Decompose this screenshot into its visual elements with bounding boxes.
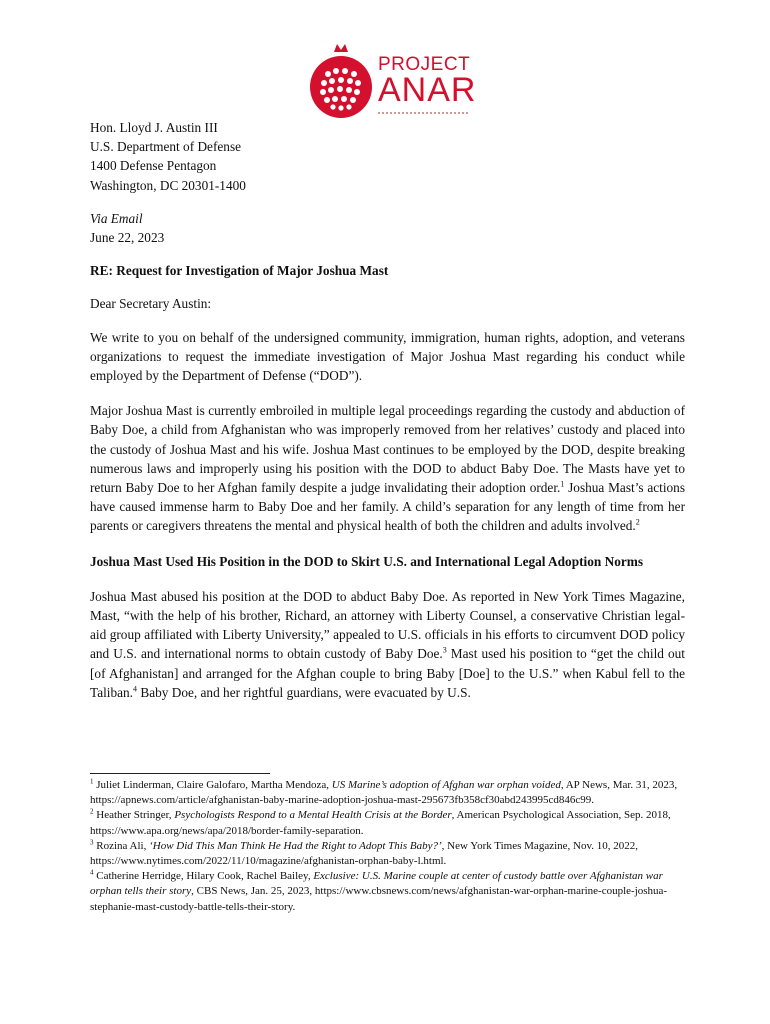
footnote-ref: 3: [442, 646, 447, 656]
footnote-text: Rozina Ali,: [93, 839, 150, 852]
paragraph-text: Major Joshua Mast is currently embroiled in multiple legal proceedings regarding the custody and abduction of Baby Doe, a child from Afghanistan who was improperly removed from her relatives’ custody and placed into the custody of Joshua Mast and his wife. Joshua Mast continues to be employed by the DOD, despite breaking numerous laws and improperly using his position with the DOD to abduct Baby Doe. The Masts have yet to return Baby Doe to her Afghan family despite a judge invalidating their adoption order.: [90, 403, 685, 496]
footnotes: [90, 778, 685, 915]
paragraph-intro: We write to you on behalf of the undersigned community, immigration, human rights, adoption, and veterans organizations to request the immediate investigation of Major Joshua Mast regarding his conduct while employed by the Department of Defense (“DOD”).: [90, 329, 685, 384]
paragraph-abuse: [90, 587, 685, 702]
paragraph-background: [90, 401, 685, 535]
address-line: Washington, DC 20301-1400: [90, 177, 246, 193]
footnote-text: AP News, Mar. 31, 2023, https://apnews.com/article/afghanistan-baby-marine-adoption-joshua-mast-295673fb358cf30abd243995cd846c99.: [90, 779, 678, 807]
section-heading: Joshua Mast Used His Position in the DOD to Skirt U.S. and International Legal Adoption Norms: [90, 553, 643, 569]
footnote: [90, 808, 685, 838]
footnote-number: 3: [90, 838, 94, 847]
footnote-ref: 2: [635, 518, 640, 528]
paragraph-text: Mast used his position to “get the child out [of Afghanistan] and arranged for the Afghan couple to bring Baby [Doe] to the U.S.” when Kabul fell to the Taliban.: [90, 646, 685, 700]
footnote-title: Psychologists Respond to a Mental Health Crisis at the Border: [174, 809, 452, 822]
footnote-text: Heather Stringer,: [93, 809, 175, 822]
paragraph-text: Joshua Mast abused his position at the DOD to abduct Baby Doe. As reported in New York Times Magazine, Mast, “with the help of his brother, Richard, an attorney with Liberty Counsel, a conservative Christian legal-aid group affiliated with Liberty University,” appealed to U.S. officials in his efforts to circumvent DOD policy and U.S. and international norms to obtain custody of Baby Doe.: [90, 588, 685, 662]
re-line: RE: Request for Investigation of Major Joshua Mast: [90, 263, 389, 279]
footnote-number: 1: [90, 777, 94, 786]
delivery-method: Via Email: [90, 210, 143, 226]
footnote: [90, 869, 685, 915]
footnote: [90, 839, 685, 869]
footnote-number: 2: [90, 807, 94, 816]
address-line: Hon. Lloyd J. Austin III: [90, 120, 218, 135]
footnote-text: , New York Times Magazine, Nov. 10, 2022, https://www.nytimes.com/2022/11/10/magazine/afghanistan-orphan-baby-l.html.: [90, 839, 638, 868]
paragraph-text: Baby Doe, and her rightful guardians, were evacuated by U.S.: [137, 684, 471, 700]
footnote-divider: [90, 773, 270, 774]
footnote-ref: 4: [133, 684, 138, 694]
footnote-title: US Marine’s adoption of Afghan war orphan voided,: [331, 779, 564, 791]
salutation: Dear Secretary Austin:: [90, 296, 212, 312]
project-anar-logo: [308, 44, 477, 120]
letter-date: June 22, 2023: [90, 230, 165, 246]
recipient-address: [90, 118, 685, 195]
footnote-text: Catherine Herridge, Hilary Cook, Rachel Bailey,: [93, 870, 314, 883]
footnote-title: Exclusive: U.S. Marine couple at center of custody battle over Afghanistan war orphan tells their story: [90, 870, 663, 898]
footnote-title: ‘How Did This Man Think He Had the Right to Adopt This Baby?’: [149, 839, 442, 852]
letter-body: [90, 118, 685, 702]
footnote-number: 4: [90, 868, 94, 877]
logo-tagline-decoration: [378, 112, 468, 114]
logo-text-anar: ANAR: [378, 71, 477, 109]
logo-text-project: PROJECT: [378, 54, 471, 75]
footnote-text: Juliet Linderman, Claire Galofaro, Martha Mendoza,: [93, 779, 332, 791]
footnote-text: , American Psychological Association, Sep. 2018, https://www.apa.org/news/apa/2018/border-family-separation.: [90, 809, 671, 837]
paragraph-text: Joshua Mast’s actions have caused immense harm to Baby Doe and her family. A child’s separation for any length of time from her parents or caregivers threatens the mental and physical health of both the children and adults involved.: [90, 480, 685, 534]
footnote-text: , CBS News, Jan. 25, 2023, https://www.cbsnews.com/news/afghanistan-war-orphan-marine-couple-joshua-stephanie-mast-custody-battle-tells-their-story.: [90, 885, 668, 913]
footnote: [90, 778, 685, 808]
footnote-ref: 1: [560, 479, 565, 489]
pomegranate-icon: [308, 44, 374, 120]
address-line: U.S. Department of Defense: [90, 139, 242, 155]
address-line: 1400 Defense Pentagon: [90, 158, 217, 174]
